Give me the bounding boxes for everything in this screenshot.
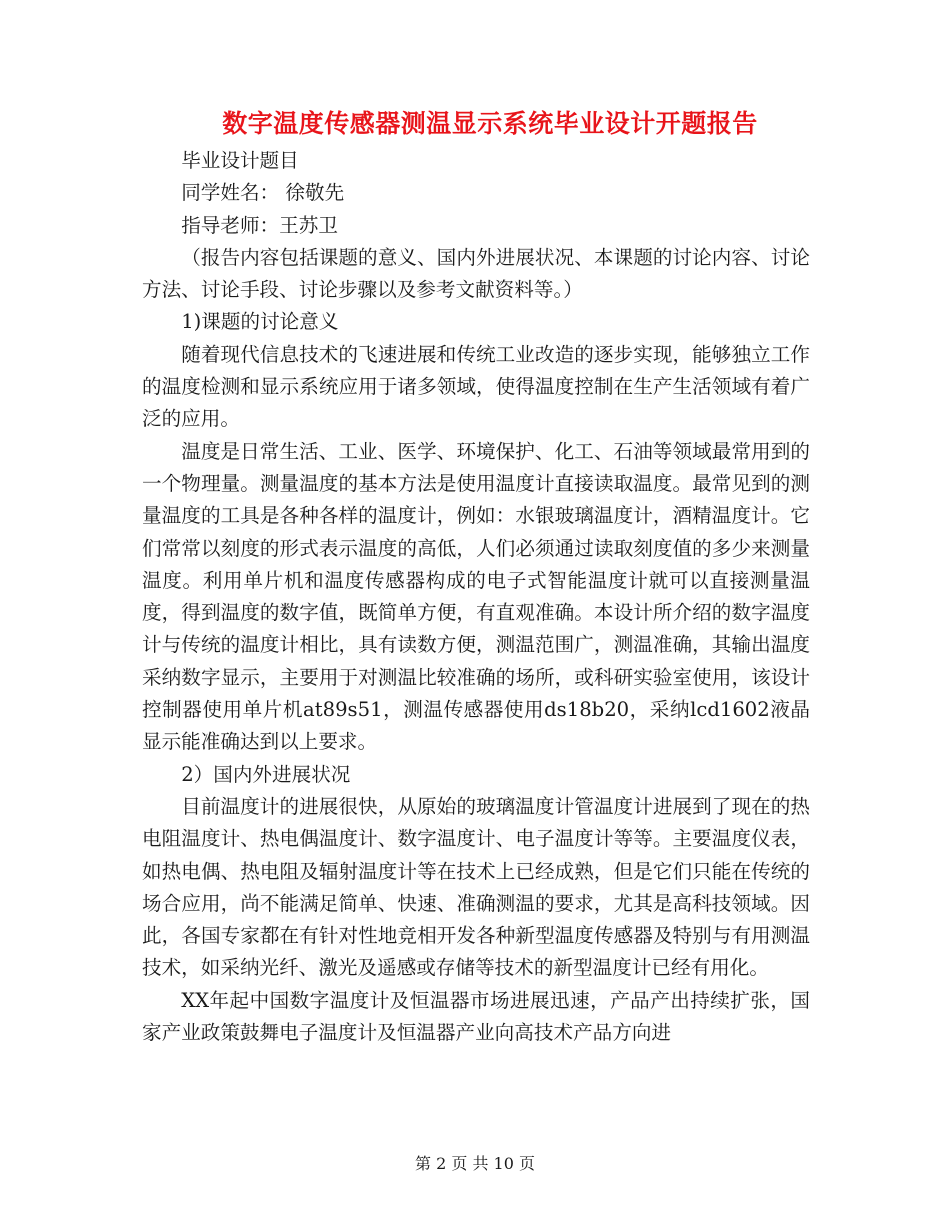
paragraph-student-name: 同学姓名： 徐敬先: [181, 181, 345, 205]
paragraph-advisor: 指导老师：王苏卫: [181, 213, 338, 237]
document-title: 数字温度传感器测温显示系统毕业设计开题报告: [222, 109, 758, 138]
section-heading-significance: 1)课题的讨论意义: [181, 310, 339, 334]
paragraph-status-2: XX年起中国数字温度计及恒温器市场进展迅速，产品产出持续扩张，国家产业政策鼓舞电子温度计及恒温器产业向高技术产品方向进: [142, 988, 810, 1045]
document-body: [142, 145, 810, 1049]
section-heading-status: 2）国内外进展状况: [181, 762, 351, 786]
page-number-footer: 第 2 页 共 10 页: [415, 1154, 535, 1173]
paragraph-significance-2: 温度是日常生活、工业、医学、环境保护、化工、石油等领域最常用到的一个物理量。测量温度的基本方法是使用温度计直接读取温度。最常见到的测量温度的工具是各种各样的温度计，例如：水银玻璃温度计，酒精温度计。它们常常以刻度的形式表示温度的高低，人们必须通过读取刻度值的多少来测量温度。利用单片机和温度传感器构成的电子式智能温度计就可以直接测量温度，得到温度的数字值，既简单方便，有直观准确。本设计所介绍的数字温度计与传统的温度计相比，具有读数方便，测温范围广，测温准确，其输出温度采纳数字显示，主要用于对测温比较准确的场所，或科研实验室使用，该设计控制器使用单片机at89s51，测温传感器使用ds18b20，采纳lcd1602液晶显示能准确达到以上要求。: [142, 439, 810, 754]
paragraph-report-note: （报告内容包括课题的意义、国内外进展状况、本课题的讨论内容、讨论方法、讨论手段、讨论步骤以及参考文献资料等。）: [142, 245, 810, 302]
paragraph-status-1: 目前温度计的进展很快，从原始的玻璃温度计管温度计进展到了现在的热电阻温度计、热电偶温度计、数字温度计、电子温度计等等。主要温度仪表，如热电偶、热电阻及辐射温度计等在技术上已经成熟，但是它们只能在传统的场合应用，尚不能满足简单、快速、准确测温的要求，尤其是高科技领域。因此，各国专家都在有针对性地竞相开发各种新型温度传感器及特别与有用测温技术，如采纳光纤、激光及遥感或存储等技术的新型温度计已经有用化。: [142, 794, 810, 980]
paragraph-thesis-topic: 毕业设计题目: [181, 149, 299, 172]
paragraph-significance-1: 随着现代信息技术的飞速进展和传统工业改造的逐步实现，能够独立工作的温度检测和显示系统应用于诸多领域，使得温度控制在生产生活领域有着广泛的应用。: [142, 342, 810, 431]
